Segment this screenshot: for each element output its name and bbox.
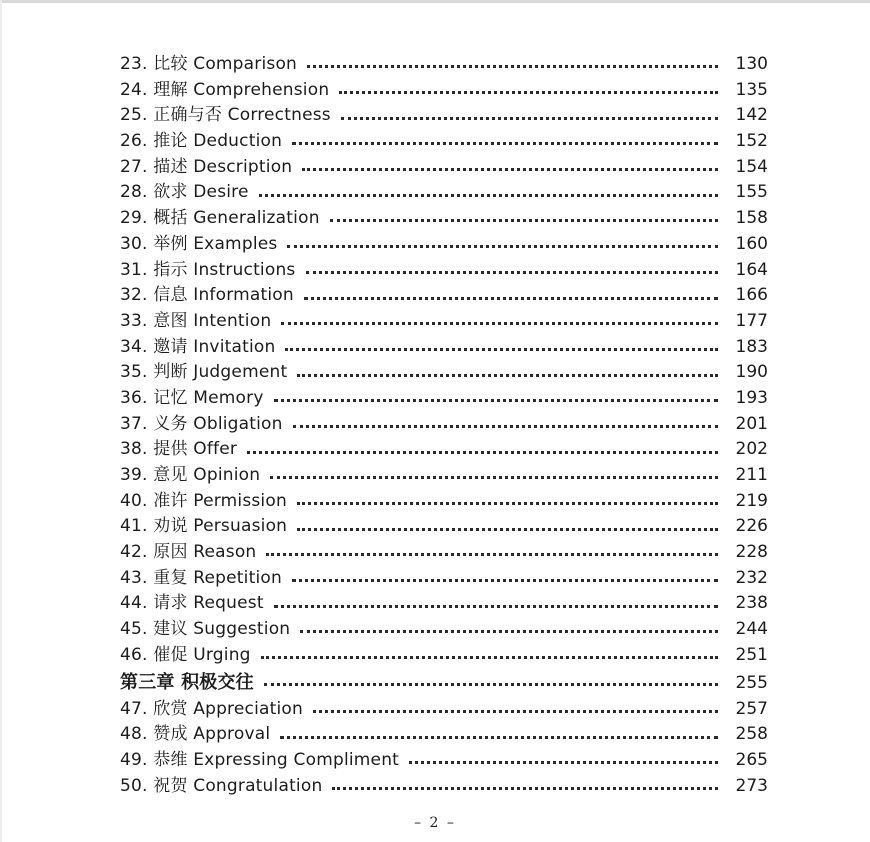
toc-entry-page: 130 [735,54,768,74]
toc-entry-page: 152 [735,131,768,152]
toc-entry [120,386,768,412]
toc-entry-title: 36. 记忆 Memory [120,387,264,408]
dot-leader [297,374,718,377]
toc-entry [120,258,768,284]
toc-chapter-heading [120,669,768,697]
dot-leader [292,142,718,145]
toc-entry-title: 34. 邀请 Invitation [120,336,276,357]
toc-entry-page: 202 [735,439,768,460]
toc-entry-page: 238 [735,593,768,614]
toc-entry-page: 232 [735,567,768,588]
toc-entry [120,283,768,309]
toc-entry [120,514,768,540]
toc-entry-title: 42. 原因 Reason [120,542,257,563]
toc-entry-title: 47. 欣赏 Appreciation [120,698,303,719]
toc-entry [120,540,768,566]
dot-leader [302,168,718,171]
toc-entry [120,360,768,386]
toc-entry-title: 31. 指示 Instructions [120,259,296,280]
toc-entry-title: 29. 概括 Generalization [120,208,320,229]
toc-entry-page: 142 [735,105,768,126]
dot-leader [266,553,718,556]
toc-entry [120,617,768,643]
toc-entry-page: 251 [735,644,768,665]
page-top-edge [0,0,870,3]
toc-entry [120,180,768,206]
toc-entry [120,437,768,463]
toc-entry-title: 27. 描述 Description [120,156,293,177]
toc-entry-page: 244 [735,619,768,640]
dot-leader [274,605,718,608]
toc-entry [120,566,768,592]
dot-leader [292,579,718,582]
toc-entry [120,206,768,232]
toc-entry-page: 258 [735,724,768,745]
toc-entry-page: 164 [735,259,768,280]
dot-leader [285,348,718,351]
toc-entry-title: 28. 欲求 Desire [120,182,249,203]
dot-leader [247,451,718,454]
toc-entry-title: 26. 推论 Deduction [120,131,283,152]
dot-leader [293,425,718,428]
toc-entry-title: 39. 意见 Opinion [120,465,261,485]
toc-entry-title: 43. 重复 Repetition [120,567,282,588]
toc-entry [120,335,768,361]
toc-entry-title: 49. 恭维 Expressing Compliment [120,749,400,770]
toc-entry-title: 32. 信息 Information [120,285,294,306]
toc-entry [120,748,768,774]
toc-entry [120,129,768,155]
page-left-edge [0,0,2,842]
toc-entry-title: 30. 举例 Examples [120,233,278,254]
toc-entry [120,463,768,489]
dot-leader [297,502,718,505]
toc-entry-page: 211 [735,465,768,485]
toc-entry-page: 160 [735,233,768,254]
toc-entry-title: 24. 理解 Comprehension [120,79,330,100]
toc-entry [120,309,768,335]
dot-leader [304,297,718,300]
toc-entry-page: 219 [735,490,768,511]
toc-entry-title: 41. 劝说 Persuasion [120,516,288,537]
toc-entry-title: 第三章 积极交往 [120,671,254,693]
dot-leader [281,322,718,325]
toc-entry-title: 44. 请求 Request [120,593,264,614]
dot-leader [259,194,718,197]
toc-entry-page: 166 [735,285,768,306]
toc-entry [120,103,768,129]
toc-entry-page: 257 [735,698,768,719]
dot-leader [409,761,718,764]
toc-entry-page: 155 [735,182,768,203]
toc-entry [120,643,768,669]
toc-entry [120,52,768,78]
toc-entry-page: 228 [735,542,768,563]
toc-entry [120,412,768,438]
toc-entry-page: 201 [735,413,768,434]
toc-entry-title: 23. 比较 Comparison [120,54,298,74]
toc-entry-title: 37. 义务 Obligation [120,413,283,434]
toc-entry [120,591,768,617]
toc-entry [120,232,768,258]
toc-entry-title: 25. 正确与否 Correctness [120,105,331,126]
toc-entry-page: 135 [735,79,768,100]
toc-entry-page: 273 [735,775,768,796]
toc-entry-title: 33. 意图 Intention [120,310,272,331]
toc-entry-page: 183 [735,336,768,357]
dot-leader [261,656,718,659]
toc-entry-title: 40. 准许 Permission [120,490,287,511]
toc-entry-page: 226 [735,516,768,537]
dot-leader [297,528,718,531]
dot-leader [287,245,718,248]
toc-entry-title: 35. 判断 Judgement [120,362,288,383]
dot-leader [341,117,718,120]
toc-entry-page: 190 [735,362,768,383]
toc-entry-page: 177 [735,310,768,331]
toc-entry-title: 46. 催促 Urging [120,644,251,665]
dot-leader [332,787,718,790]
dot-leader [339,91,718,94]
toc-entry-title: 48. 赞成 Approval [120,724,271,745]
toc-entry-page: 158 [735,208,768,229]
toc-entry-page: 265 [735,749,768,770]
toc-entry [120,697,768,723]
dot-leader [270,476,718,479]
toc-entry-title: 45. 建议 Suggestion [120,619,291,640]
dot-leader [330,219,718,222]
toc-entry-page: 154 [735,156,768,177]
dot-leader [306,271,719,274]
toc-entry [120,722,768,748]
toc-entry [120,78,768,104]
toc-entry [120,155,768,181]
page-number: – 2 – [414,815,456,831]
table-of-contents [120,52,768,799]
dot-leader [313,710,718,713]
dot-leader [280,736,718,739]
toc-entry-page: 255 [735,672,768,693]
dot-leader [264,683,718,686]
toc-entry-page: 193 [735,387,768,408]
dot-leader [307,65,718,68]
dot-leader [274,399,718,402]
toc-entry [120,489,768,515]
toc-entry-title: 38. 提供 Offer [120,439,238,460]
toc-entry-title: 50. 祝贺 Congratulation [120,775,323,796]
toc-entry [120,774,768,800]
dot-leader [300,630,718,633]
